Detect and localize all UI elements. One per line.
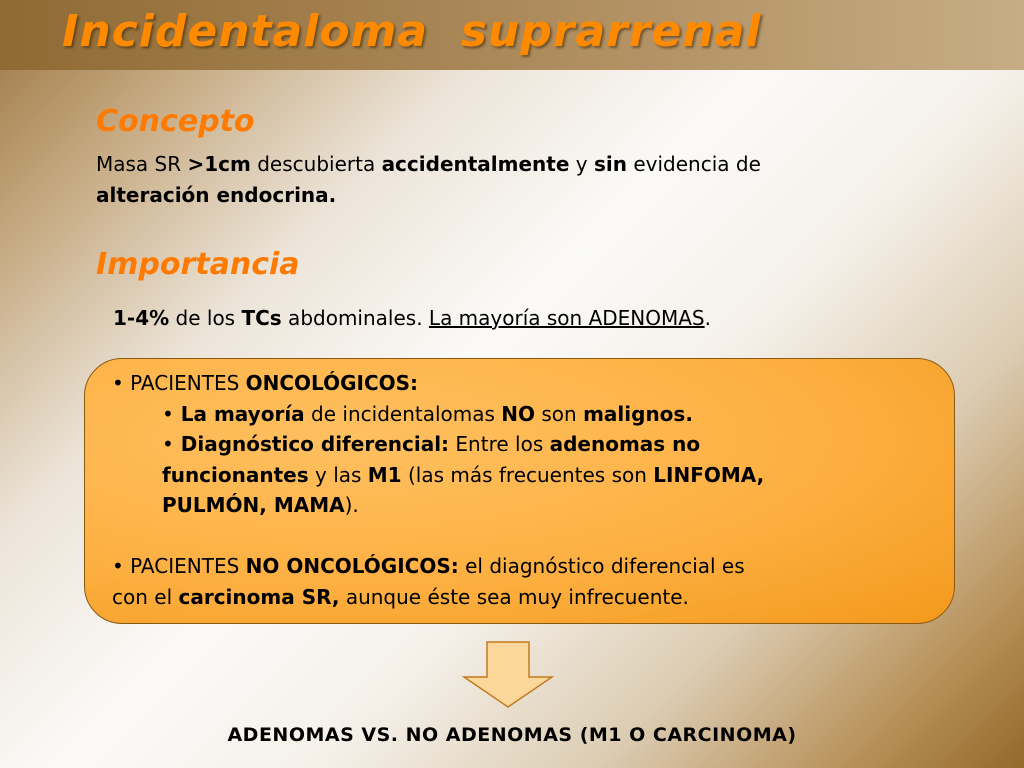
adenomas-underlined-text: La mayoría son ADENOMAS [428, 306, 705, 330]
down-arrow-icon [460, 641, 556, 709]
oncologic-patients-bullet: • PACIENTES ONCOLÓGICOS: [112, 371, 419, 395]
footer-conclusion: ADENOMAS VS. NO ADENOMAS (M1 O CARCINOMA) [227, 724, 797, 746]
differential-diagnosis-bullet: • Diagnóstico diferencial: Entre los adenomas no funcionantes y las M1 (las más frecuentes son LINFOMA, PULMÓN, MAMA). [162, 432, 765, 517]
non-oncologic-patients-bullet: • PACIENTES NO ONCOLÓGICOS: el diagnóstico diferencial es con el carcinoma SR, aunque éste sea muy infrecuente. [112, 554, 745, 609]
concepto-text: Masa SR >1cm descubierta accidentalmente y sin evidencia de alteración endocrina. [96, 152, 761, 207]
slide-title: Incidentaloma suprarrenal [62, 6, 762, 57]
concepto-heading: Concepto [96, 104, 255, 139]
importancia-heading: Importancia [96, 247, 300, 282]
importancia-text: 1-4% de los TCs abdominales. La mayoría son ADENOMAS. [113, 306, 711, 330]
patients-info-box [84, 358, 955, 624]
majority-benign-bullet: • La mayoría de incidentalomas NO son malignos. [162, 401, 693, 426]
